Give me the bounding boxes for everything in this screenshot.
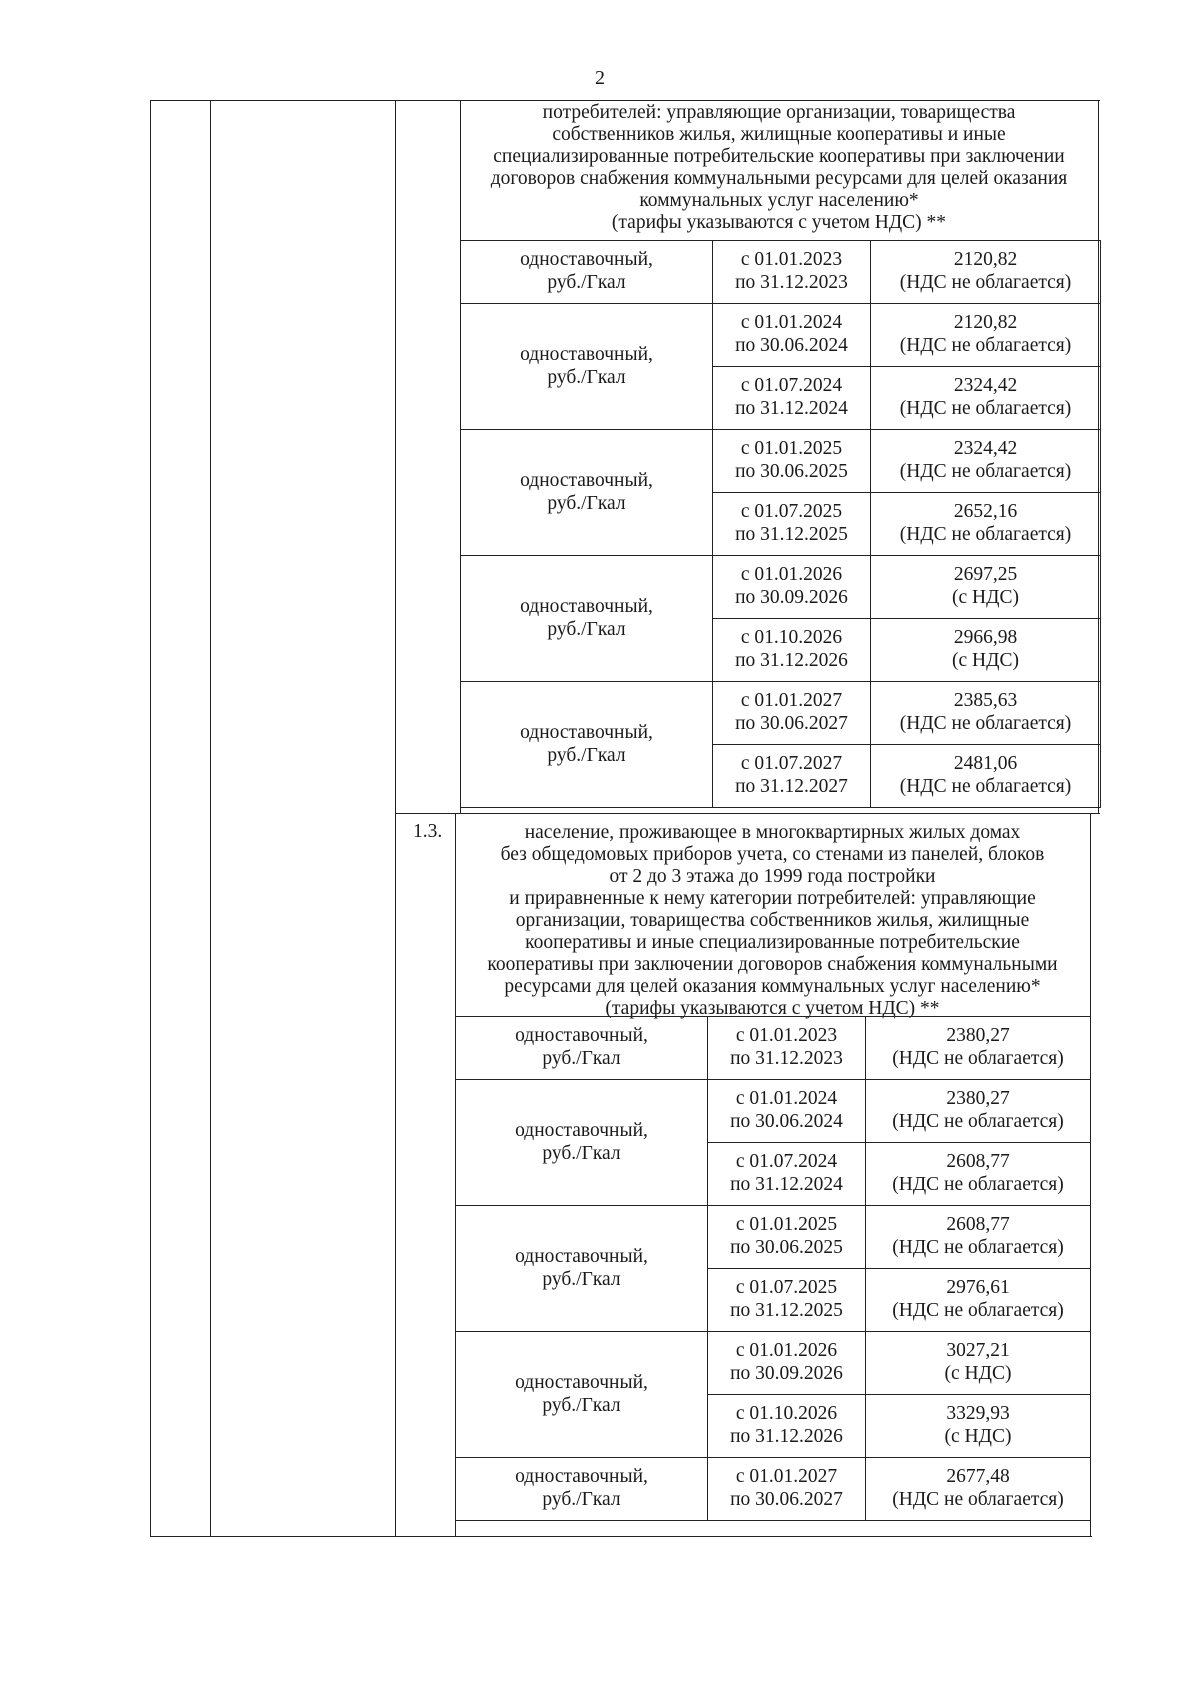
column-divider-2 xyxy=(395,100,396,1537)
vat-note: (с НДС) xyxy=(944,1363,1012,1384)
description-line: без общедомовых приборов учета, со стенами из панелей, блоков xyxy=(500,844,1045,866)
vat-note: (с НДС) xyxy=(944,1426,1012,1447)
tariff-value-cell xyxy=(866,1206,1091,1269)
tariff-value: 2324,42 xyxy=(953,438,1018,460)
period-end: по 30.06.2025 xyxy=(730,1237,843,1258)
tariff-type-label: руб./Гкал xyxy=(542,1048,621,1069)
vat-note: (НДС не облагается) xyxy=(892,1300,1064,1321)
period-cell xyxy=(708,1395,866,1458)
tariff-type-label: руб./Гкал xyxy=(542,1489,621,1510)
tariff-value-cell xyxy=(866,1458,1091,1521)
period-cell xyxy=(708,1143,866,1206)
period-end: по 30.06.2027 xyxy=(735,713,848,734)
tariff-value-cell xyxy=(866,1395,1091,1458)
tariff-type-label: руб./Гкал xyxy=(547,618,626,640)
tariff-type-label: руб./Гкал xyxy=(542,1268,621,1290)
period-cell xyxy=(708,1458,866,1521)
description-line: организации, товарищества собственников жилья, жилищные xyxy=(515,910,1030,932)
period-start: с 01.01.2027 xyxy=(735,1466,838,1488)
tariff-type-label: одноставочный, xyxy=(515,1119,648,1141)
description-line: и приравненные к нему категории потребителей: управляющие xyxy=(509,888,1036,910)
tariff-type-label: руб./Гкал xyxy=(547,366,626,388)
section-a-description xyxy=(460,102,1098,234)
period-end: по 31.12.2023 xyxy=(735,272,848,293)
tariff-row xyxy=(456,1017,1091,1080)
period-start: с 01.01.2027 xyxy=(740,690,843,712)
period-start: с 01.01.2026 xyxy=(740,564,843,586)
period-cell xyxy=(713,556,871,619)
tariff-type-label: одноставочный, xyxy=(515,1025,648,1047)
tariff-type-label: одноставочный, xyxy=(515,1466,648,1488)
tariff-type-cell xyxy=(461,430,713,556)
tariff-value: 2120,82 xyxy=(953,312,1018,334)
tariff-value: 2385,63 xyxy=(953,690,1018,712)
frame-bottom-border xyxy=(150,1536,1092,1537)
period-end: по 31.12.2023 xyxy=(730,1048,843,1069)
description-line: коммунальных услуг населению* xyxy=(639,190,919,212)
page-number: 2 xyxy=(595,67,605,89)
period-start: с 01.01.2024 xyxy=(735,1088,838,1110)
tariff-value: 2697,25 xyxy=(953,564,1018,586)
vat-note: (НДС не облагается) xyxy=(899,272,1072,293)
tariff-value-cell xyxy=(871,430,1101,493)
period-start: с 01.07.2025 xyxy=(740,501,843,523)
period-start: с 01.01.2023 xyxy=(735,1025,838,1047)
period-start: с 01.07.2027 xyxy=(740,753,843,775)
period-cell xyxy=(708,1269,866,1332)
period-start: с 01.01.2024 xyxy=(740,312,843,334)
period-end: по 31.12.2024 xyxy=(735,398,848,419)
period-cell xyxy=(713,241,871,304)
tariff-type-cell xyxy=(456,1080,708,1206)
tariff-value-cell xyxy=(871,619,1101,682)
vat-note: (НДС не облагается) xyxy=(892,1237,1064,1258)
period-start: с 01.10.2026 xyxy=(735,1403,838,1425)
period-cell xyxy=(713,745,871,808)
period-cell xyxy=(708,1206,866,1269)
tariff-type-cell xyxy=(461,556,713,682)
description-line: специализированные потребительские кооперативы при заключении xyxy=(493,146,1065,168)
period-cell xyxy=(713,682,871,745)
tariff-value: 3027,21 xyxy=(946,1340,1010,1362)
tariff-type-cell xyxy=(461,682,713,808)
tariff-value-cell xyxy=(871,556,1101,619)
period-start: с 01.07.2024 xyxy=(740,375,843,397)
vat-note: (НДС не облагается) xyxy=(892,1174,1064,1195)
tariff-row xyxy=(456,1458,1091,1521)
tariff-row xyxy=(461,682,1101,745)
tariff-value: 2380,27 xyxy=(946,1088,1010,1110)
tariff-value: 2966,98 xyxy=(953,627,1018,649)
tariff-value-cell xyxy=(871,304,1101,367)
tariff-value-cell xyxy=(871,493,1101,556)
period-end: по 30.09.2026 xyxy=(730,1363,843,1384)
tariff-type-label: одноставочный, xyxy=(515,1371,648,1393)
tariff-type-label: одноставочный, xyxy=(520,249,653,271)
tariff-type-label: одноставочный, xyxy=(520,721,653,743)
description-line: потребителей: управляющие организации, товарищества xyxy=(542,102,1016,123)
vat-note: (НДС не облагается) xyxy=(899,713,1072,734)
period-end: по 31.12.2026 xyxy=(730,1426,843,1447)
period-cell xyxy=(713,493,871,556)
tariff-type-cell xyxy=(456,1332,708,1458)
frame-left-border xyxy=(150,100,151,1537)
tariff-type-label: одноставочный, xyxy=(520,595,653,617)
description-line: кооперативы и иные специализированные потребительские xyxy=(525,932,1020,954)
tariff-value: 2120,82 xyxy=(953,249,1018,271)
tariff-type-label: одноставочный, xyxy=(520,343,653,365)
tariff-value: 3329,93 xyxy=(946,1403,1010,1425)
period-end: по 30.06.2027 xyxy=(730,1489,843,1510)
tariff-type-label: руб./Гкал xyxy=(542,1394,621,1416)
period-end: по 30.06.2025 xyxy=(735,461,848,482)
description-line: от 2 до 3 этажа до 1999 года постройки xyxy=(609,866,936,888)
tariff-type-cell xyxy=(456,1206,708,1332)
tariff-value-cell xyxy=(871,682,1101,745)
tariff-value: 2608,77 xyxy=(946,1151,1010,1173)
tariff-row xyxy=(461,430,1101,493)
tariff-type-label: одноставочный, xyxy=(515,1245,648,1267)
tariff-type-label: руб./Гкал xyxy=(547,272,626,293)
tariff-row xyxy=(456,1080,1091,1143)
vat-note: (НДС не облагается) xyxy=(899,461,1072,482)
period-cell xyxy=(713,304,871,367)
tariff-row xyxy=(461,241,1101,304)
tariff-type-label: руб./Гкал xyxy=(547,492,626,514)
period-end: по 31.12.2027 xyxy=(735,776,848,797)
period-cell xyxy=(708,1332,866,1395)
period-end: по 31.12.2025 xyxy=(730,1300,843,1321)
tariff-type-label: руб./Гкал xyxy=(547,744,626,766)
section-b-number: 1.3. xyxy=(413,821,443,842)
period-end: по 30.09.2026 xyxy=(735,587,848,608)
tariff-value-cell xyxy=(866,1080,1091,1143)
period-cell xyxy=(708,1017,866,1080)
vat-note: (с НДС) xyxy=(952,587,1019,608)
period-start: с 01.01.2025 xyxy=(735,1214,838,1236)
vat-note: (НДС не облагается) xyxy=(892,1111,1064,1132)
tariff-value: 2380,27 xyxy=(946,1025,1010,1047)
period-start: с 01.01.2025 xyxy=(740,438,843,460)
period-end: по 31.12.2025 xyxy=(735,524,848,545)
description-line: кооперативы при заключении договоров снабжения коммунальными xyxy=(487,954,1058,976)
tariff-type-cell xyxy=(456,1017,708,1080)
period-cell xyxy=(713,430,871,493)
vat-note: (с НДС) xyxy=(952,650,1019,671)
tariff-type-label: руб./Гкал xyxy=(542,1142,621,1164)
tariff-row xyxy=(456,1332,1091,1395)
tariff-value: 2324,42 xyxy=(953,375,1018,397)
description-line: (тарифы указываются с учетом НДС) ** xyxy=(611,212,947,234)
period-end: по 30.06.2024 xyxy=(735,335,848,356)
description-line: собственников жилья, жилищные кооперативы и иные xyxy=(552,124,1006,146)
tariff-row xyxy=(456,1206,1091,1269)
tariff-value-cell xyxy=(866,1017,1091,1080)
section-a-tariff-table xyxy=(460,240,1101,808)
period-start: с 01.07.2025 xyxy=(735,1277,838,1299)
column-divider-1 xyxy=(210,100,211,1537)
tariff-value: 2481,06 xyxy=(953,753,1018,775)
description-line: ресурсами для целей оказания коммунальных услуг населению* xyxy=(504,976,1041,998)
period-cell xyxy=(708,1080,866,1143)
tariff-type-label: одноставочный, xyxy=(520,469,653,491)
tariff-value-cell xyxy=(871,241,1101,304)
period-start: с 01.07.2024 xyxy=(735,1151,838,1173)
tariff-value-cell xyxy=(866,1332,1091,1395)
vat-note: (НДС не облагается) xyxy=(899,335,1072,356)
period-start: с 01.10.2026 xyxy=(740,627,843,649)
period-cell xyxy=(713,367,871,430)
section-b-tariff-table xyxy=(455,1016,1091,1521)
vat-note: (НДС не облагается) xyxy=(892,1048,1064,1069)
tariff-value: 2677,48 xyxy=(946,1466,1010,1488)
tariff-row xyxy=(461,556,1101,619)
description-line: (тарифы указываются с учетом НДС) ** xyxy=(605,998,940,1020)
period-start: с 01.01.2023 xyxy=(740,249,843,271)
section-b-description xyxy=(455,822,1090,1020)
vat-note: (НДС не облагается) xyxy=(899,524,1072,545)
tariff-row xyxy=(461,304,1101,367)
period-cell xyxy=(713,619,871,682)
tariff-value: 2608,77 xyxy=(946,1214,1010,1236)
vat-note: (НДС не облагается) xyxy=(892,1489,1064,1510)
tariff-value-cell xyxy=(871,367,1101,430)
tariff-value: 2976,61 xyxy=(946,1277,1010,1299)
tariff-value-cell xyxy=(871,745,1101,808)
period-end: по 31.12.2024 xyxy=(730,1174,843,1195)
description-line: договоров снабжения коммунальными ресурсами для целей оказания xyxy=(490,168,1068,190)
period-end: по 31.12.2026 xyxy=(735,650,848,671)
tariff-type-cell xyxy=(461,241,713,304)
description-line: население, проживающее в многоквартирных жилых домах xyxy=(524,822,1021,843)
frame-top-border xyxy=(150,100,1100,101)
section-divider xyxy=(395,813,1100,814)
period-end: по 30.06.2024 xyxy=(730,1111,843,1132)
tariff-value-cell xyxy=(866,1269,1091,1332)
vat-note: (НДС не облагается) xyxy=(899,776,1072,797)
tariff-type-cell xyxy=(461,304,713,430)
vat-note: (НДС не облагается) xyxy=(899,398,1072,419)
tariff-value-cell xyxy=(866,1143,1091,1206)
tariff-type-cell xyxy=(456,1458,708,1521)
period-start: с 01.01.2026 xyxy=(735,1340,838,1362)
tariff-value: 2652,16 xyxy=(953,501,1018,523)
